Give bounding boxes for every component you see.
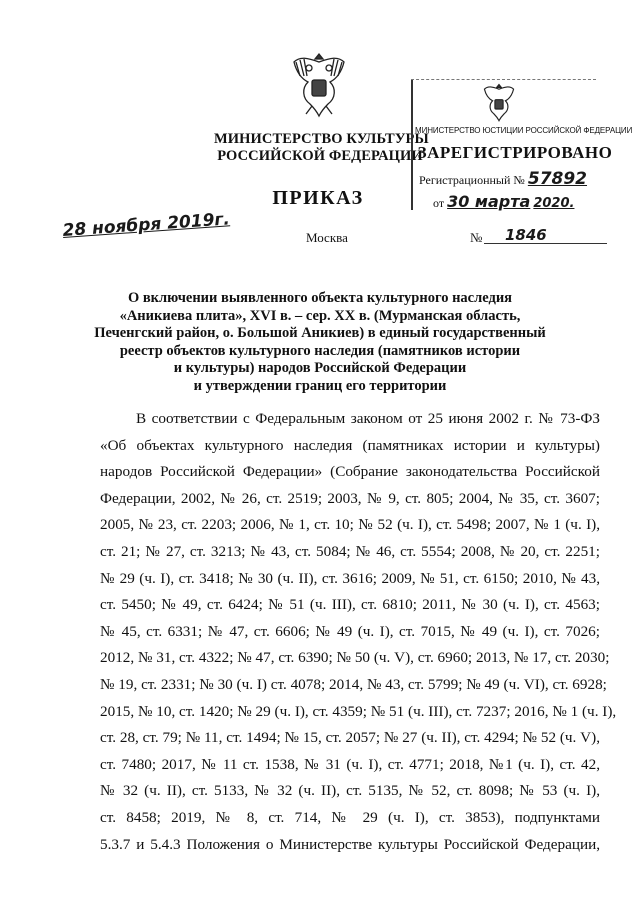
subject-line: «Аникиева плита», XVI в. – сер. XX в. (Мурманская область,: [119, 307, 521, 324]
order-body: [100, 406, 617, 858]
order-city: Москва: [306, 230, 348, 245]
body-line: народов Российской Федерации» (Собрание законодательства Российской: [100, 463, 600, 481]
stamp-date-year: 2020.: [533, 196, 575, 211]
order-number-sign: №: [470, 230, 483, 245]
body-line: ст. 8458; 2019, № 8, ст. 714, № 29 (ч. I), ст. 3853), подпунктами: [100, 808, 600, 826]
body-line: ст. 21; № 27, ст. 3213; № 43, ст. 5084; № 46, ст. 5554; 2008, № 20, ст. 2251;: [100, 542, 600, 560]
body-line: № 32 (ч. II), ст. 5133, № 32 (ч. II), ст. 5135, № 52, ст. 8098; № 53 (ч. I),: [100, 782, 600, 800]
stamp-date-prefix: от: [433, 196, 445, 210]
body-line: № 29 (ч. I), ст. 3418; № 30 (ч. II), ст. 3616; 2009, № 51, ст. 6150; 2010, № 43,: [100, 569, 600, 587]
subject-line: реестр объектов культурного наследия (памятников истории: [119, 342, 521, 359]
stamp-date-line: [433, 192, 627, 211]
order-date-handwritten: 28 ноября 2019г.: [62, 209, 231, 241]
body-line: ст. 7480; 2017, № 11 ст. 1538, № 31 (ч. I), ст. 4771; 2018, №1 (ч. I), ст. 42,: [100, 755, 600, 773]
body-line: Федерации, 2002, № 26, ст. 2519; 2003, № 9, ст. 805; 2004, № 35, ст. 3607;: [100, 489, 600, 507]
document-title: ПРИКАЗ: [272, 187, 364, 209]
body-line: 2015, № 10, ст. 1420; № 29 (ч. I), ст. 4359; № 51 (ч. III), ст. 7237; 2016, № 1 (ч. I),: [100, 702, 617, 720]
body-line: «Об объектах культурного наследия (памятниках истории и культуры): [100, 436, 600, 454]
body-line: 5.3.7 и 5.4.3 Положения о Министерстве культуры Российской Федерации,: [100, 835, 600, 853]
stamp-status: ЗАРЕГИСТРИРОВАНО: [417, 143, 613, 162]
stamp-reg-label: Регистрационный №: [419, 173, 525, 187]
body-line: № 19, ст. 2331; № 30 (ч. I) ст. 4078; 2014, № 43, ст. 5799; № 49 (ч. VI), ст. 6928;: [100, 675, 607, 693]
body-line: 2005, № 23, ст. 2203; 2006, № 1, ст. 10; № 52 (ч. I), ст. 5498; 2007, № 1 (ч. I),: [100, 516, 600, 534]
stamp-reg-number: 57892: [527, 169, 588, 189]
coat-of-arms-emblem: [288, 48, 350, 120]
body-line: 2012, № 31, ст. 4322; № 47, ст. 6390; № 50 (ч. V), ст. 6960; 2013, № 17, ст. 2030;: [100, 649, 610, 667]
stamp-ministry: МИНИСТЕРСТВО ЮСТИЦИИ РОССИЙСКОЙ ФЕДЕРАЦИИ: [415, 126, 633, 135]
subject-line: О включении выявленного объекта культурного наследия: [127, 290, 513, 306]
order-subject: [68, 290, 572, 395]
stamp-reg-line: [419, 169, 613, 189]
ministry-line-1: МИНИСТЕРСТВО КУЛЬТУРЫ: [214, 131, 429, 147]
ministry-name: [214, 131, 429, 165]
stamp-date-day-month: 30 марта: [447, 192, 531, 211]
ministry-line-2: РОССИЙСКОЙ ФЕДЕРАЦИИ: [217, 148, 423, 164]
body-line: В соответствии с Федеральным законом от 25 июня 2002 г. № 73-ФЗ: [136, 410, 600, 427]
stamp-emblem-icon: [480, 81, 518, 123]
subject-line: Печенгский район, о. Большой Аникиев) в единый государственный: [94, 325, 546, 341]
body-line: ст. 5450; № 49, ст. 6424; № 51 (ч. III), ст. 6810; 2011, № 30 (ч. I), ст. 4563;: [100, 596, 600, 614]
body-line: № 45, ст. 6331; № 47, ст. 6606; № 49 (ч. I), ст. 7015, № 49 (ч. I), ст. 7026;: [100, 622, 600, 640]
order-number-handwritten: 1846: [505, 226, 547, 244]
subject-line: и культуры) народов Российской Федерации: [173, 360, 467, 376]
body-line: ст. 28, ст. 79; № 11, ст. 1494; № 15, ст. 2057; № 27 (ч. II), ст. 4294; № 52 (ч. V),: [100, 729, 600, 747]
subject-line: и утверждении границ его территории: [193, 377, 447, 394]
